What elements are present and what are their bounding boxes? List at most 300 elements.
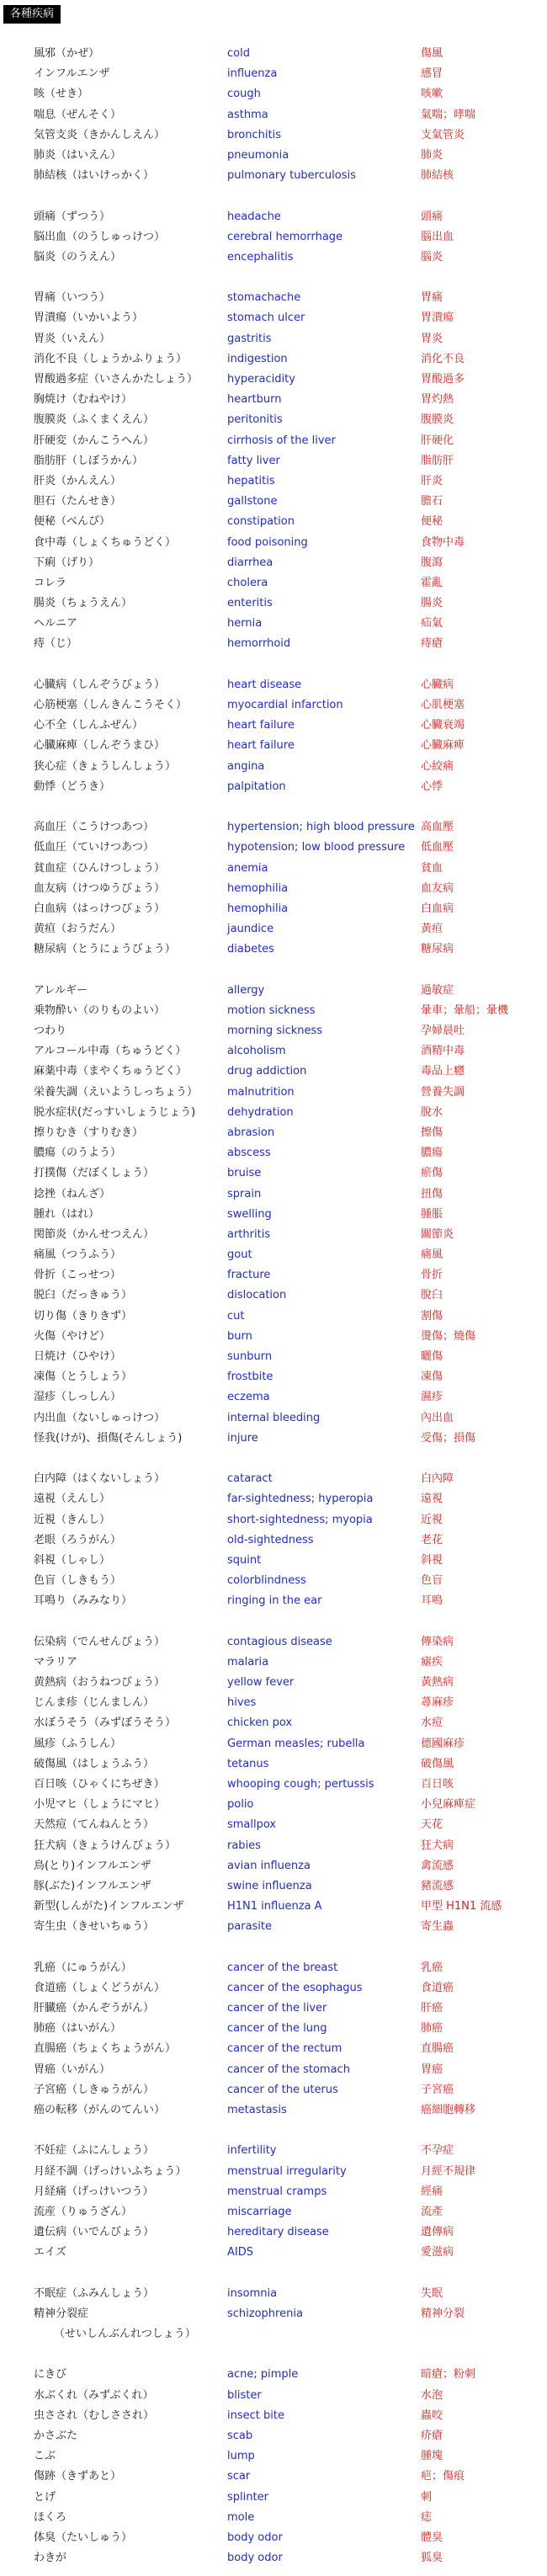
vocab-row xyxy=(0,634,547,654)
chinese-term: 扭傷 xyxy=(421,1187,443,1200)
japanese-term: 捻挫（ねんざ） xyxy=(34,1187,111,1200)
chinese-term: 擦傷 xyxy=(421,1126,443,1139)
vocab-row xyxy=(0,227,547,247)
vocab-row xyxy=(0,553,547,573)
english-term: metastasis xyxy=(227,2103,287,2116)
vocab-row xyxy=(0,84,547,104)
vocab-row xyxy=(0,1021,547,1041)
chinese-term: 肝癌 xyxy=(421,2002,443,2014)
japanese-term: 胃痛（いつう） xyxy=(34,291,111,305)
group-spacer xyxy=(0,655,547,675)
chinese-term: 肺炎 xyxy=(421,148,443,162)
chinese-term: 體臭 xyxy=(421,2531,443,2544)
english-term: lump xyxy=(227,2450,255,2463)
chinese-term: 小兒麻痺症 xyxy=(421,1798,476,1812)
vocab-row xyxy=(0,2426,547,2446)
english-term: hernia xyxy=(227,617,263,631)
chinese-term: 毒品上癮 xyxy=(421,1065,465,1078)
japanese-term: 黄疸（おうだん） xyxy=(34,923,122,936)
vocab-row xyxy=(0,2060,547,2080)
vocab-row xyxy=(0,1143,547,1163)
chinese-term: 水泡 xyxy=(421,2388,443,2402)
chinese-term: 遠視 xyxy=(421,1493,443,1506)
english-term: heartburn xyxy=(227,393,282,407)
japanese-term: 骨折（こっせつ） xyxy=(34,1269,121,1282)
english-term: squint xyxy=(227,1553,262,1567)
chinese-term: 血友病 xyxy=(421,881,454,895)
japanese-term: 心臓病（しんぞうびょう） xyxy=(34,678,166,691)
english-term: injure xyxy=(227,1431,258,1445)
japanese-term: とげ xyxy=(34,2490,56,2504)
english-term: heart disease xyxy=(227,678,302,691)
japanese-term: 癌の転移（がんのてんい） xyxy=(34,2103,166,2116)
english-term: cholera xyxy=(227,576,268,589)
vocab-row xyxy=(0,2222,547,2243)
japanese-term: 便秘（べんぴ） xyxy=(34,515,111,529)
japanese-term: 気管支炎（きかんしえん） xyxy=(34,128,166,141)
japanese-term: 内出血（ないしゅっけつ） xyxy=(34,1411,166,1424)
japanese-term: 胸焼け（むねやけ） xyxy=(34,393,133,407)
vocab-row xyxy=(0,1795,547,1815)
english-term: diarrhea xyxy=(227,556,274,569)
vocab-row xyxy=(0,329,547,349)
english-term: sprain xyxy=(227,1187,262,1200)
vocab-row xyxy=(0,1999,547,2019)
vocab-row xyxy=(0,308,547,328)
english-term: avian influenza xyxy=(227,1859,311,1872)
japanese-term: 腸炎（ちょうえん） xyxy=(34,597,133,610)
vocab-row xyxy=(0,1041,547,1062)
chinese-term: 傷風 xyxy=(421,47,443,60)
english-term: cold xyxy=(227,47,250,60)
japanese-term: 傷跡（きずあと） xyxy=(34,2470,122,2483)
vocab-row xyxy=(0,736,547,756)
japanese-term: 肝臓癌（かんぞうがん） xyxy=(34,2002,155,2014)
chinese-term: 豬流感 xyxy=(421,1879,454,1892)
english-term: parasite xyxy=(227,1920,273,1934)
vocab-row xyxy=(0,919,547,939)
english-term: gallstone xyxy=(227,495,278,508)
japanese-term: マラリア xyxy=(34,1655,78,1669)
english-term: burn xyxy=(227,1329,252,1343)
vocab-row xyxy=(0,2488,547,2508)
vocab-row xyxy=(0,1327,547,1347)
chinese-term: 傳染病 xyxy=(421,1635,454,1648)
group-spacer xyxy=(0,2121,547,2141)
chinese-term: 濕疹 xyxy=(421,1391,443,1404)
chinese-term: 精神分裂 xyxy=(421,2307,465,2320)
chinese-term: 痔瘡 xyxy=(421,637,443,651)
chinese-term: 失眠 xyxy=(421,2286,443,2300)
vocab-row xyxy=(0,1571,547,1591)
chinese-term: 月經不規律 xyxy=(421,2164,476,2178)
english-term: cancer of the esophagus xyxy=(227,1981,363,1994)
chinese-term: 痣 xyxy=(421,2510,433,2524)
vocab-row xyxy=(0,1856,547,1876)
english-term: cancer of the lung xyxy=(227,2022,327,2036)
english-term: hemorrhoid xyxy=(227,637,291,651)
japanese-term: 心臓麻痺（しんぞうまひ） xyxy=(34,739,166,753)
english-term: short-sightedness; myopia xyxy=(227,1513,373,1526)
japanese-term: 不眠症（ふみんしょう） xyxy=(34,2286,155,2300)
japanese-term: （せいしんぶんれつしょう） xyxy=(54,2328,196,2340)
japanese-term: 遺伝病（いでんびょう） xyxy=(34,2226,155,2239)
english-term: arthritis xyxy=(227,1227,271,1241)
japanese-term: 百日咳（ひゃくにちぜき） xyxy=(34,1777,165,1791)
chinese-term: 黃疸 xyxy=(421,923,443,936)
vocab-row xyxy=(0,1754,547,1775)
vocab-row xyxy=(0,451,547,471)
vocab-row xyxy=(0,105,547,125)
japanese-term: 乗物酔い（のりものよい） xyxy=(34,1003,166,1017)
vocab-row xyxy=(0,939,547,960)
english-term: blister xyxy=(227,2388,262,2402)
chinese-term: 咳嗽 xyxy=(421,88,443,101)
japanese-term: 怪我(けが)、損傷(そんしょう) xyxy=(34,1431,183,1445)
chinese-term: 瘀傷 xyxy=(421,1167,443,1180)
japanese-term: 消化不良（しょうかふりょう） xyxy=(34,352,188,365)
english-term: body odor xyxy=(227,2552,283,2565)
chinese-term: 酒精中毒 xyxy=(421,1045,465,1058)
japanese-term: アレルギー xyxy=(34,983,88,997)
chinese-term: 心臟衰竭 xyxy=(421,719,465,732)
english-term: cut xyxy=(227,1309,245,1323)
vocab-row xyxy=(0,471,547,492)
english-term: menstrual cramps xyxy=(227,2185,327,2198)
chinese-term: 感冒 xyxy=(421,67,443,81)
japanese-term: つわり xyxy=(34,1025,67,1037)
vocab-row xyxy=(0,859,547,879)
japanese-term: 乳癌（にゅうがん） xyxy=(34,1961,132,1974)
vocab-row xyxy=(0,2100,547,2121)
english-term: bronchitis xyxy=(227,128,281,141)
chinese-term: 脫臼 xyxy=(421,1289,443,1302)
vocab-row xyxy=(0,675,547,695)
japanese-term: ほくろ xyxy=(34,2510,67,2524)
english-term: enteritis xyxy=(227,597,273,610)
chinese-term: 過敏症 xyxy=(421,983,454,997)
japanese-term: 麻薬中毒（まやくちゅうどく） xyxy=(34,1065,188,1078)
english-term: drug addiction xyxy=(227,1065,307,1078)
english-term: fracture xyxy=(227,1269,271,1282)
japanese-term: 凍傷（とうしょう） xyxy=(34,1370,133,1384)
vocab-row xyxy=(0,1530,547,1551)
japanese-term: 白内障（はくないしょう） xyxy=(34,1472,166,1486)
chinese-term: 白血病 xyxy=(421,902,454,915)
japanese-term: 直腸癌（ちょくちょうがん） xyxy=(34,2042,177,2056)
english-term: morning sickness xyxy=(227,1025,323,1037)
japanese-term: 湿疹（しっしん） xyxy=(34,1391,122,1404)
chinese-term: 乳癌 xyxy=(421,1961,443,1974)
chinese-term: 不孕症 xyxy=(421,2144,454,2158)
japanese-term: 不妊症（ふにんしょう） xyxy=(34,2144,155,2158)
japanese-term: 胃潰瘍（いかいよう） xyxy=(34,311,144,325)
vocab-row xyxy=(0,1184,547,1205)
chinese-term: 疤；傷痕 xyxy=(421,2470,465,2483)
japanese-term: 脳炎（のうえん） xyxy=(34,250,122,263)
vocab-row xyxy=(0,2019,547,2039)
english-term: acne; pimple xyxy=(227,2368,299,2382)
chinese-term: 暗瘡；粉刺 xyxy=(421,2368,476,2382)
japanese-term: 膿瘍（のうよう） xyxy=(34,1147,122,1160)
english-term: malaria xyxy=(227,1655,269,1669)
english-term: frostbite xyxy=(227,1370,274,1384)
chinese-term: 肝炎 xyxy=(421,474,443,487)
vocab-row xyxy=(0,2446,547,2467)
japanese-term: 胆石（たんせき） xyxy=(34,495,122,508)
japanese-term: 胃酸過多症（いさんかたしょう） xyxy=(34,373,199,386)
vocab-row xyxy=(0,838,547,858)
japanese-term: 狂犬病（きょうけんびょう） xyxy=(34,1839,177,1852)
english-term: internal bleeding xyxy=(227,1411,321,1424)
vocab-row xyxy=(0,1958,547,1978)
vocab-row xyxy=(0,1408,547,1429)
chinese-term: 胃灼熱 xyxy=(421,393,454,407)
group-spacer xyxy=(0,268,547,288)
japanese-term: 寄生虫（きせいちゅう） xyxy=(34,1920,155,1934)
vocab-row xyxy=(0,2243,547,2263)
english-term: heart failure xyxy=(227,739,295,753)
vocab-row xyxy=(0,390,547,410)
vocab-row xyxy=(0,64,547,84)
chinese-term: 膿瘍 xyxy=(421,1147,443,1160)
japanese-term: 切り傷（きりきず） xyxy=(34,1309,133,1323)
japanese-term: 遠視（えんし） xyxy=(34,1493,111,1506)
english-term: hemophilia xyxy=(227,902,289,915)
english-term: peritonitis xyxy=(227,413,283,427)
chinese-term: 心絞痛 xyxy=(421,759,454,773)
japanese-term: 伝染病（でんせんびょう） xyxy=(34,1635,166,1648)
english-term: dislocation xyxy=(227,1289,287,1302)
chinese-term: 狐臭 xyxy=(421,2552,443,2565)
vocab-row xyxy=(0,2202,547,2222)
chinese-term: 內出血 xyxy=(421,1411,454,1424)
vocab-row xyxy=(0,2304,547,2324)
group-spacer xyxy=(0,1611,547,1631)
japanese-term: かさぶた xyxy=(34,2429,78,2442)
chinese-term: 破傷風 xyxy=(421,1757,454,1770)
japanese-term: 色盲（しきもう） xyxy=(34,1574,122,1588)
english-term: abscess xyxy=(227,1147,271,1160)
english-term: hepatitis xyxy=(227,474,275,487)
japanese-term: 血友病（けつゆうびょう） xyxy=(34,881,166,895)
english-term: contagious disease xyxy=(227,1635,332,1648)
vocab-row xyxy=(0,1225,547,1245)
english-term: abrasion xyxy=(227,1126,275,1139)
english-term: heart failure xyxy=(227,719,295,732)
japanese-term: 虫さされ（むしさされ） xyxy=(34,2408,155,2422)
japanese-term: 火傷（やけど） xyxy=(34,1329,111,1343)
japanese-term: 糖尿病（とうにょうびょう） xyxy=(34,943,176,956)
english-term: angina xyxy=(227,759,265,773)
vocab-row xyxy=(0,349,547,370)
english-term: far-sightedness; hyperopia xyxy=(227,1493,374,1506)
chinese-term: 脂肪肝 xyxy=(421,454,454,467)
vocab-row xyxy=(0,1591,547,1611)
english-term: motion sickness xyxy=(227,1003,316,1017)
japanese-term: 水ぼうそう（みずぼうそう） xyxy=(34,1716,177,1730)
japanese-term: 日焼け（ひやけ） xyxy=(34,1350,122,1363)
japanese-term: ヘルニア xyxy=(34,617,78,631)
english-term: stomach ulcer xyxy=(227,311,305,325)
english-term: splinter xyxy=(227,2490,268,2504)
english-term: cataract xyxy=(227,1472,273,1486)
japanese-term: 肝硬変（かんこうへん） xyxy=(34,434,155,447)
vocab-row xyxy=(0,2386,547,2406)
chinese-term: 寄生蟲 xyxy=(421,1920,454,1934)
japanese-term: 頭痛（ずつう） xyxy=(34,210,111,223)
english-term: old-sightedness xyxy=(227,1533,314,1546)
japanese-term: 擦りむき（すりむき） xyxy=(34,1126,144,1139)
chinese-term: 子宮癌 xyxy=(421,2083,454,2096)
japanese-term: 貧血症（ひんけつしょう） xyxy=(34,861,166,875)
chinese-term: 狂犬病 xyxy=(421,1839,454,1852)
vocab-row xyxy=(0,1285,547,1306)
chinese-term: 禽流感 xyxy=(421,1859,454,1872)
chinese-term: 天花 xyxy=(421,1818,443,1832)
chinese-term: 氣喘；哮喘 xyxy=(421,108,476,121)
vocab-row xyxy=(0,146,547,166)
vocab-row xyxy=(0,716,547,736)
chinese-term: 腦炎 xyxy=(421,250,443,263)
vocab-row xyxy=(0,1103,547,1123)
english-term: food poisoning xyxy=(227,535,308,549)
chinese-term: 流產 xyxy=(421,2205,443,2218)
chinese-term: 骨折 xyxy=(421,1269,443,1282)
chinese-term: 胃炎 xyxy=(421,332,443,345)
chinese-term: 貧血 xyxy=(421,861,443,875)
chinese-term: 肺結核 xyxy=(421,169,454,183)
vocab-row xyxy=(0,1876,547,1897)
english-term: menstrual irregularity xyxy=(227,2164,347,2178)
japanese-term: 痔（じ） xyxy=(34,637,78,651)
japanese-term: 風邪（かぜ） xyxy=(34,47,100,60)
japanese-term: 精神分裂症 xyxy=(34,2307,89,2320)
vocab-row xyxy=(0,247,547,268)
english-term: miscarriage xyxy=(227,2205,292,2218)
english-term: influenza xyxy=(227,67,278,81)
english-term: body odor xyxy=(227,2531,283,2544)
japanese-term: 体臭（たいしゅう） xyxy=(34,2531,133,2544)
vocab-row xyxy=(0,2039,547,2059)
english-term: fatty liver xyxy=(227,454,280,467)
japanese-term: 脂肪肝（しぼうかん） xyxy=(34,454,144,467)
vocab-row xyxy=(0,2467,547,2487)
japanese-term: 耳鳴り（みみなり） xyxy=(34,1594,133,1608)
vocab-row xyxy=(0,2406,547,2426)
vocab-row xyxy=(0,1083,547,1103)
japanese-term: 食中毒（しょくちゅうどく） xyxy=(34,535,177,549)
english-term: colorblindness xyxy=(227,1574,306,1588)
chinese-term: 經痛 xyxy=(421,2185,443,2198)
vocab-row xyxy=(0,207,547,227)
japanese-term: にきび xyxy=(34,2368,67,2382)
vocab-row xyxy=(0,1917,547,1937)
english-term: eczema xyxy=(227,1391,270,1404)
vocab-row xyxy=(0,2141,547,2161)
vocab-row xyxy=(0,2508,547,2528)
chinese-term: 胃潰瘍 xyxy=(421,311,454,325)
group-spacer xyxy=(0,1937,547,1957)
japanese-term: 胃癌（いがん） xyxy=(34,2062,111,2076)
chinese-term: 頭痛 xyxy=(421,210,443,223)
japanese-term: 風疹（ふうしん） xyxy=(34,1737,122,1750)
chinese-term: 腫塊 xyxy=(421,2450,443,2463)
chinese-term: 脫水 xyxy=(421,1105,443,1119)
chinese-term: 心臟麻痺 xyxy=(421,739,465,753)
vocab-row xyxy=(0,2284,547,2304)
japanese-term: 流産（りゅうざん） xyxy=(34,2205,133,2218)
chinese-term: 水痘 xyxy=(421,1716,443,1730)
vocabulary-list xyxy=(0,44,547,2568)
chinese-term: 腦出血 xyxy=(421,230,454,243)
english-term: swine influenza xyxy=(227,1879,312,1892)
chinese-term: 暈車；暈船；暈機 xyxy=(421,1003,509,1017)
chinese-term: 刺 xyxy=(421,2490,433,2504)
english-term: hypertension; high blood pressure xyxy=(227,821,415,834)
chinese-term: 疝氣 xyxy=(421,617,443,631)
vocab-row xyxy=(0,288,547,308)
english-term: German measles; rubella xyxy=(227,1737,365,1750)
vocab-row xyxy=(0,1673,547,1693)
japanese-term: インフルエンザ xyxy=(34,67,110,81)
japanese-term: 胃炎（いえん） xyxy=(34,332,111,345)
japanese-term: 栄養失調（えいようしっちょう） xyxy=(34,1085,199,1099)
japanese-term: 痛風（つうふう） xyxy=(34,1248,122,1262)
chinese-term: 受傷；損傷 xyxy=(421,1431,476,1445)
chinese-term: 黃熱病 xyxy=(421,1676,454,1689)
chinese-term: 便秘 xyxy=(421,515,443,529)
japanese-term: 豚(ぶた)インフルエンザ xyxy=(34,1879,151,1892)
chinese-term: 支氣管炎 xyxy=(421,128,465,141)
english-term: AIDS xyxy=(227,2246,253,2259)
english-term: indigestion xyxy=(227,352,288,365)
chinese-term: 心臟病 xyxy=(421,678,454,691)
japanese-term: コレラ xyxy=(34,576,67,589)
japanese-term: 月経痛（げっけいつう） xyxy=(34,2185,154,2198)
vocab-row xyxy=(0,879,547,899)
vocab-row xyxy=(0,1001,547,1021)
chinese-term: 低血壓 xyxy=(421,841,454,854)
vocab-row xyxy=(0,370,547,390)
vocab-row xyxy=(0,1307,547,1327)
japanese-term: 喘息（ぜんそく） xyxy=(34,108,122,121)
japanese-term: 斜視（しゃし） xyxy=(34,1553,111,1567)
group-spacer xyxy=(0,797,547,817)
vocab-row xyxy=(0,1713,547,1733)
chinese-term: 遺傳病 xyxy=(421,2226,454,2239)
chinese-term: 蕁麻疹 xyxy=(421,1696,454,1710)
japanese-term: 肝炎（かんえん） xyxy=(34,474,122,487)
chinese-term: 甲型 H1N1 流感 xyxy=(421,1900,502,1913)
japanese-term: 破傷風（はしょうふう） xyxy=(34,1757,155,1770)
japanese-term: エイズ xyxy=(34,2246,66,2259)
vocab-row xyxy=(0,2324,547,2344)
english-term: hyperacidity xyxy=(227,373,295,386)
english-term: infertility xyxy=(227,2144,277,2158)
japanese-term: 低血圧（ていけつあつ） xyxy=(34,841,155,854)
vocab-row xyxy=(0,1632,547,1653)
vocab-row xyxy=(0,512,547,532)
vocab-row xyxy=(0,1367,547,1387)
english-term: hypotension; low blood pressure xyxy=(227,841,406,854)
vocab-row xyxy=(0,1815,547,1835)
english-term: constipation xyxy=(227,515,295,529)
japanese-term: 近視（きんし） xyxy=(34,1513,111,1526)
english-term: cancer of the liver xyxy=(227,2002,327,2014)
chinese-term: 胃癌 xyxy=(421,2062,443,2076)
japanese-term: じんま疹（じんましん） xyxy=(34,1696,155,1710)
